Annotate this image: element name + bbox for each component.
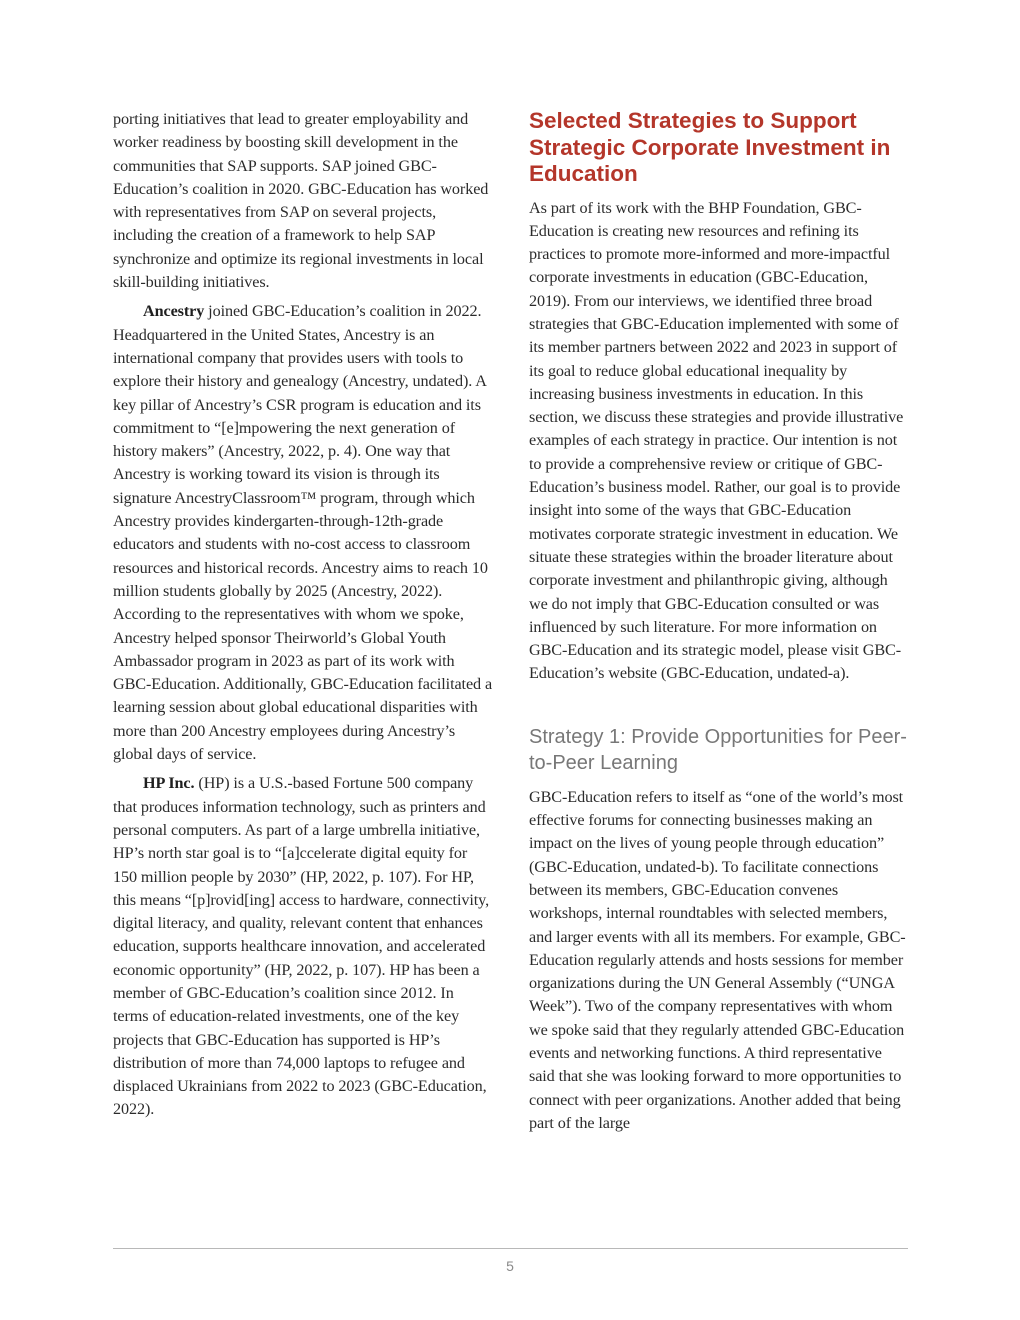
left-column bbox=[113, 108, 493, 1122]
page-number: 5 bbox=[506, 1258, 514, 1274]
section-intro-paragraph: As part of its work with the BHP Foundation, GBC-Education is creating new resources and refining its practices to promote more-informed and more-impactful corporate investments in education (GBC-Education, 2019). From our interviews, we identified three broad strategies that GBC-Education implemented with some of its member partners between 2022 and 2023 in support of its goal to reduce global educational inequality by increasing business investments in education. In this section, we discuss these strategies and provide illustrative examples of each strategy in practice. Our intention is not to provide a comprehensive review or critique of GBC-Education’s business model. Rather, our goal is to provide insight into some of the ways that GBC-Education motivates corporate strategic investment in education. We situate these strategies within the broader literature about corporate investment and philanthropic giving, although we do not imply that GBC-Education consulted or was influenced by such literature. For more information on GBC-Education and its strategic model, please visit GBC-Education’s website (GBC-Education, undated-a). bbox=[529, 198, 904, 683]
right-column bbox=[529, 108, 909, 1135]
company-name-ancestry: Ancestry bbox=[143, 302, 205, 321]
body-paragraph-sap bbox=[113, 108, 493, 294]
strategy-1-heading: Strategy 1: Provide Opportunities for Peer-to-Peer Learning bbox=[529, 725, 907, 774]
paragraph-text: porting initiatives that lead to greater employability and worker readiness by boosting skill development in the communities that SAP supports. SAP joined GBC-Education’s coalition in 2020. GBC-Education has worked with representatives from SAP on several projects, including the creation of a framework to help SAP synchronize and optimize its regional investments in local skill-building initiatives. bbox=[113, 110, 489, 292]
strategy-1-paragraph: GBC-Education refers to itself as “one of the world’s most effective forums for connecting businesses making an impact on the lives of young people through education” (GBC-Education, undated-b). To facilitate connections between its members, GBC-Education convenes workshops, internal roundtables with selected members, and larger events with all its members. For example, GBC-Education regularly attends and hosts sessions for member organizations during the UN General Assembly (“UNGA Week”). Two of the company representatives with whom we spoke said that they regularly attended GBC-Education events and networking functions. A third representative said that she was looking forward to more opportunities to connect with peer organizations. Another added that being part of the large bbox=[529, 787, 906, 1132]
company-name-hp: HP Inc. bbox=[143, 774, 195, 793]
paragraph-text: joined GBC-Education’s coalition in 2022. Headquartered in the United States, Ancestry is an international company that provides users with tools to explore their history and genealogy (Ancestry, undated). A key pillar of Ancestry’s CSR program is education and its commitment to “[e]mpowering the next generation of history makers” (Ancestry, 2022, p. 4). One way that Ancestry is working toward its vision is through its signature AncestryClassroom™ program, through which Ancestry provides kindergarten-through-12th-grade educators and students with no-cost access to classroom resources and historical records. Ancestry aims to reach 10 million students globally by 2025 (Ancestry, 2022). According to the representatives with whom we spoke, Ancestry helped sponsor Theirworld’s Global Youth Ambassador program in 2023 as part of its work with GBC-Education. Additionally, GBC-Education facilitated a learning session about global educational disparities with more than 200 Ancestry employees during Ancestry’s global days of service. bbox=[113, 302, 493, 764]
paragraph-text: (HP) is a U.S.-based Fortune 500 company that produces information technology, such as printers and personal computers. As part of a large umbrella initiative, HP’s north star goal is to “[a]ccelerate digital equity for 150 million people by 2030” (HP, 2022, p. 107). For HP, this means “[p]rovid[ing] access to hardware, connectivity, digital literacy, and quality, relevant content that enhances education, supports healthcare innovation, and accelerated economic opportunity” (HP, 2022, p. 107). HP has been a member of GBC-Education’s coalition since 2012. In terms of education-related investments, one of the key projects that GBC-Education has supported is HP’s distribution of more than 74,000 laptops to refugee and displaced Ukrainians from 2022 to 2023 (GBC-Education, 2022). bbox=[113, 774, 490, 1119]
footer-divider bbox=[113, 1248, 908, 1249]
body-paragraph-hp bbox=[113, 772, 493, 1121]
section-heading: Selected Strategies to Support Strategic Corporate Investment in Education bbox=[529, 108, 891, 186]
body-paragraph-ancestry bbox=[113, 300, 493, 766]
